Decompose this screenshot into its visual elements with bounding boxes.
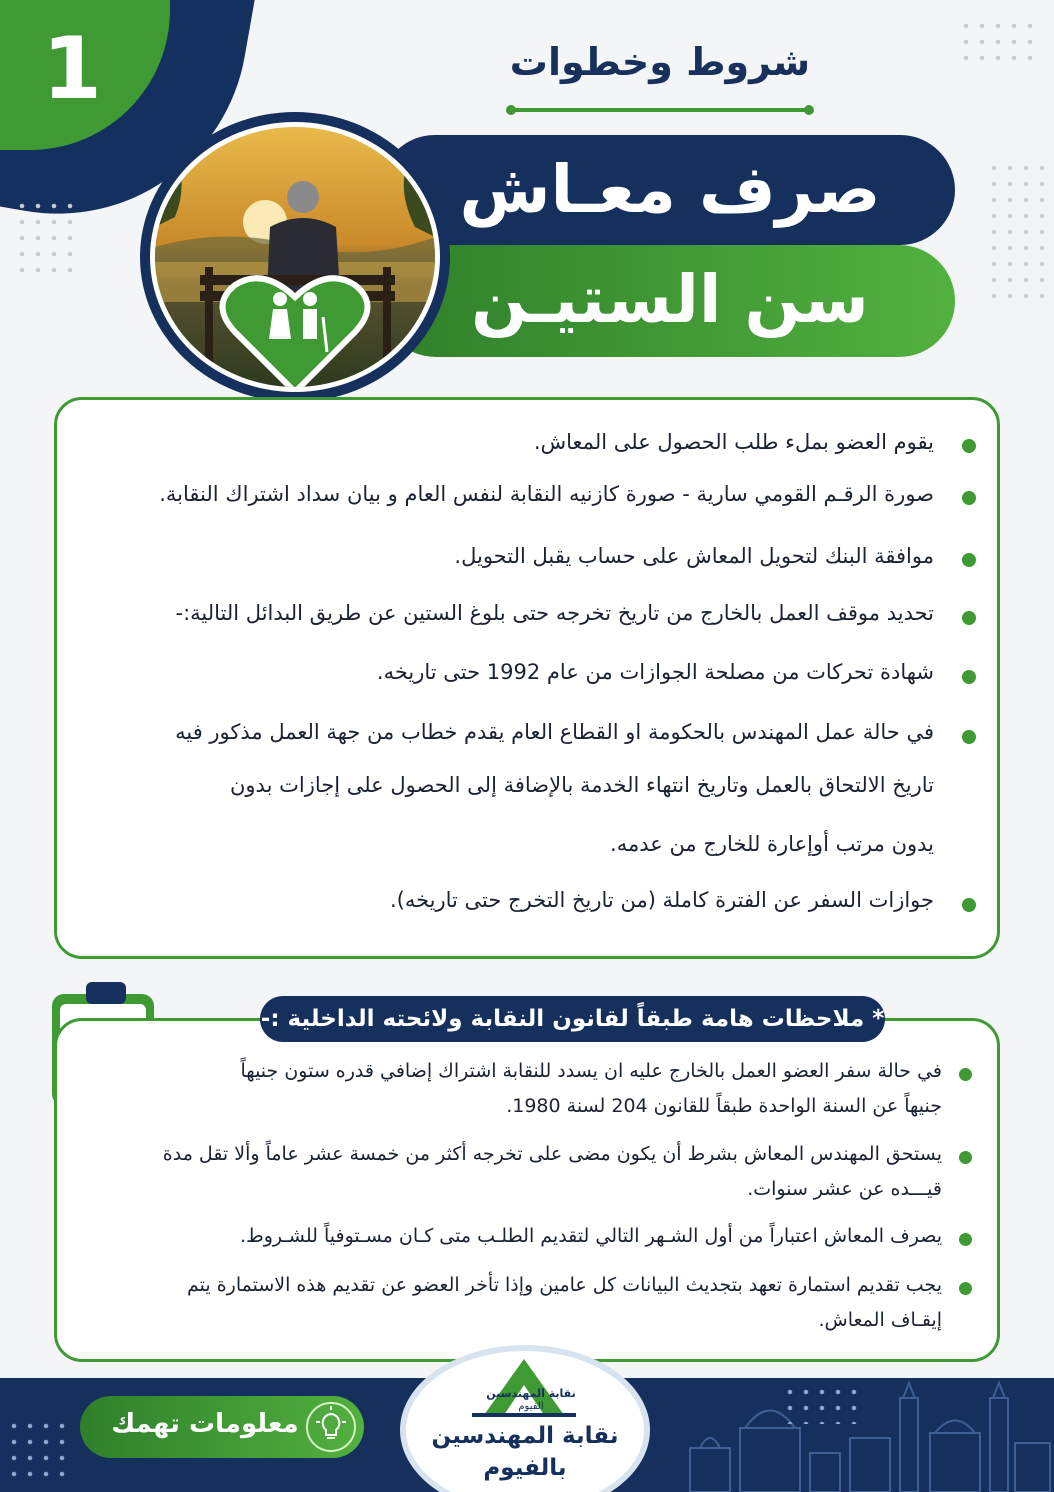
note-item-continued: جنيهاً عن السنة الواحدة طبقاً للقانون 204 لسنة 1980. [506, 1095, 942, 1117]
info-pill [80, 1396, 364, 1458]
notes-heading: * ملاحظات هامة طبقاً لقانون النقابة ولائحته الداخلية :- [260, 996, 885, 1042]
logo-small-text-2: الفيوم [518, 1401, 544, 1412]
title-banner-navy [380, 135, 955, 245]
bullet-icon [962, 611, 976, 625]
note-item: في حالة سفر العضو العمل بالخارج عليه ان يسدد للنقابة اشتراك إضافي قدره ستون جنيهاً [240, 1060, 942, 1082]
lightbulb-icon [306, 1402, 356, 1452]
bullet-icon [962, 553, 976, 567]
footer-dot-pattern [782, 1384, 862, 1424]
requirement-item: في حالة عمل المهندس بالحكومة او القطاع العام يقدم خطاب من جهة العمل مذكور فيه [175, 720, 934, 744]
bullet-icon [962, 491, 976, 505]
org-name-line2: بالفيوم [483, 1455, 567, 1481]
note-item: يصرف المعاش اعتباراً من أول الشـهر التالي لتقديم الطلـب متى كـان مسـتوفياً للشـروط. [240, 1225, 942, 1247]
info-pill-label: معلومات تهمك [111, 1409, 299, 1439]
bullet-icon [962, 898, 976, 912]
requirement-item-continued: يدون مرتب أوإعارة للخارج من عدمه. [610, 832, 934, 856]
bullet-icon [962, 670, 976, 684]
bullet-icon [959, 1233, 972, 1246]
note-item-continued: قيـــده عن عشر سنوات. [747, 1178, 942, 1200]
page-subtitle: شروط وخطوات [509, 40, 811, 84]
requirement-item: شهادة تحركات من مصلحة الجوازات من عام 1992 حتى تاريخه. [376, 660, 934, 684]
requirement-item-continued: تاريخ الالتحاق بالعمل وتاريخ انتهاء الخدمة بالإضافة إلى الحصول على إجازات بدون [229, 773, 934, 797]
bullet-icon [962, 730, 976, 744]
bullet-icon [959, 1282, 972, 1295]
note-item: يستحق المهندس المعاش بشرط أن يكون مضى على تخرجه أكثر من خمسة عشر عاماً وألا تقل مدة [162, 1143, 942, 1165]
dot-pattern-right [986, 160, 1046, 310]
page-title-line1: صرف معـاش [459, 151, 881, 228]
org-name-line1: نقابة المهندسين [431, 1423, 619, 1449]
requirement-item: صورة الرقـم القومي سارية - صورة كازنيه النقابة لنفس العام و بيان سداد اشتراك النقابة. [159, 482, 934, 506]
retiree-photo-frame [140, 112, 450, 402]
syndicate-logo [400, 1345, 650, 1492]
requirement-item: موافقة البنك لتحويل المعاش على حساب يقبل التحويل. [454, 544, 934, 568]
note-item-continued: إيقـاف المعاش. [818, 1309, 942, 1331]
requirement-item: جوازات السفر عن الفترة كاملة (من تاريخ التخرج حتى تاريخه). [389, 888, 934, 912]
page-number-badge: 1 [42, 19, 102, 119]
footer-dot-pattern-left [6, 1418, 66, 1478]
requirement-item: يقوم العضو بملء طلب الحصول على المعاش. [533, 430, 934, 454]
bullet-icon [959, 1068, 972, 1081]
requirement-item: تحديد موقف العمل بالخارج من تاريخ تخرجه حتى بلوغ الستين عن طريق البدائل التالية:- [175, 601, 934, 625]
title-banner-green [380, 245, 955, 357]
dot-pattern-top-right [958, 18, 1038, 68]
retiree-photo [150, 122, 440, 392]
logo-small-text: نقابة المهندسين [486, 1387, 576, 1400]
bullet-icon [962, 439, 976, 453]
dot-pattern-left [14, 198, 74, 278]
subtitle-underline [510, 108, 810, 112]
page-title-line2: سن الستيـن [471, 261, 869, 338]
bullet-icon [959, 1151, 972, 1164]
note-item: يجب تقديم استمارة تعهد بتجديث البيانات كل عامين وإذا تأخر العضو عن تقديم هذه الاستمارة يتم [187, 1274, 942, 1296]
